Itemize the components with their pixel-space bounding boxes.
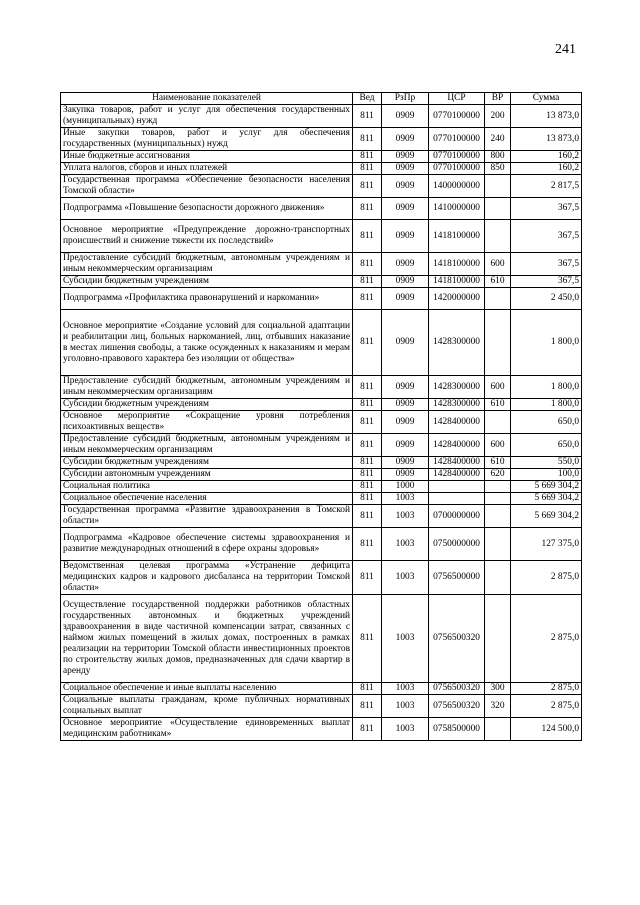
table-header-row bbox=[61, 93, 582, 105]
row-csr: 0756500320 bbox=[429, 595, 485, 683]
row-ved: 811 bbox=[353, 151, 382, 163]
row-csr: 1428400000 bbox=[429, 434, 485, 457]
row-rzpr: 0909 bbox=[382, 220, 429, 253]
row-name: Субсидии бюджетным учреждениям bbox=[61, 276, 353, 288]
row-vr bbox=[485, 718, 511, 741]
row-rzpr: 0909 bbox=[382, 253, 429, 276]
table-row bbox=[61, 288, 582, 310]
row-rzpr: 1003 bbox=[382, 595, 429, 683]
row-ved: 811 bbox=[353, 128, 382, 151]
row-sum: 2 875,0 bbox=[511, 683, 582, 695]
row-ved: 811 bbox=[353, 175, 382, 198]
row-vr: 850 bbox=[485, 163, 511, 175]
row-vr bbox=[485, 595, 511, 683]
table-row bbox=[61, 376, 582, 399]
row-ved: 811 bbox=[353, 399, 382, 411]
row-rzpr: 1003 bbox=[382, 683, 429, 695]
row-rzpr: 1000 bbox=[382, 481, 429, 493]
row-vr: 200 bbox=[485, 105, 511, 128]
header-vr: ВР bbox=[485, 93, 511, 105]
row-name: Социальные выплаты гражданам, кроме публичных нормативных социальных выплат bbox=[61, 695, 353, 718]
table-row bbox=[61, 151, 582, 163]
row-ved: 811 bbox=[353, 528, 382, 561]
row-rzpr: 0909 bbox=[382, 198, 429, 220]
table-row bbox=[61, 718, 582, 741]
table-row bbox=[61, 695, 582, 718]
row-ved: 811 bbox=[353, 220, 382, 253]
row-rzpr: 0909 bbox=[382, 276, 429, 288]
row-vr: 610 bbox=[485, 276, 511, 288]
row-ved: 811 bbox=[353, 376, 382, 399]
row-sum: 367,5 bbox=[511, 253, 582, 276]
row-name: Социальное обеспечение населения bbox=[61, 493, 353, 505]
row-name: Субсидии бюджетным учреждениям bbox=[61, 457, 353, 469]
table-row bbox=[61, 276, 582, 288]
row-ved: 811 bbox=[353, 105, 382, 128]
header-ved: Вед bbox=[353, 93, 382, 105]
row-vr bbox=[485, 561, 511, 595]
row-vr bbox=[485, 175, 511, 198]
row-csr: 1428300000 bbox=[429, 310, 485, 376]
row-rzpr: 0909 bbox=[382, 399, 429, 411]
row-sum: 1 800,0 bbox=[511, 376, 582, 399]
table-row bbox=[61, 198, 582, 220]
row-sum: 13 873,0 bbox=[511, 128, 582, 151]
row-ved: 811 bbox=[353, 683, 382, 695]
row-rzpr: 1003 bbox=[382, 695, 429, 718]
row-sum: 2 450,0 bbox=[511, 288, 582, 310]
row-sum: 124 500,0 bbox=[511, 718, 582, 741]
row-name: Основное мероприятие «Предупреждение дорожно-транспортных происшествий и снижение тяжести их последствий» bbox=[61, 220, 353, 253]
row-ved: 811 bbox=[353, 253, 382, 276]
row-vr bbox=[485, 288, 511, 310]
table-row bbox=[61, 175, 582, 198]
table-row bbox=[61, 561, 582, 595]
row-sum: 2 875,0 bbox=[511, 561, 582, 595]
row-vr: 610 bbox=[485, 399, 511, 411]
row-csr bbox=[429, 493, 485, 505]
row-csr: 1428400000 bbox=[429, 411, 485, 434]
row-csr: 1410000000 bbox=[429, 198, 485, 220]
row-vr bbox=[485, 198, 511, 220]
row-rzpr: 0909 bbox=[382, 288, 429, 310]
row-vr bbox=[485, 528, 511, 561]
row-vr: 620 bbox=[485, 469, 511, 481]
row-vr bbox=[485, 505, 511, 528]
row-rzpr: 1003 bbox=[382, 561, 429, 595]
table-row bbox=[61, 469, 582, 481]
row-sum: 100,0 bbox=[511, 469, 582, 481]
row-name: Ведомственная целевая программа «Устранение дефицита медицинских кадров и кадрового дисбаланса на территории Томской области» bbox=[61, 561, 353, 595]
row-rzpr: 0909 bbox=[382, 411, 429, 434]
row-csr: 0758500000 bbox=[429, 718, 485, 741]
row-vr: 610 bbox=[485, 457, 511, 469]
row-ved: 811 bbox=[353, 505, 382, 528]
row-sum: 367,5 bbox=[511, 220, 582, 253]
row-ved: 811 bbox=[353, 595, 382, 683]
row-csr: 0756500320 bbox=[429, 695, 485, 718]
row-rzpr: 0909 bbox=[382, 469, 429, 481]
row-ved: 811 bbox=[353, 481, 382, 493]
row-csr: 1428300000 bbox=[429, 376, 485, 399]
row-csr: 0756500320 bbox=[429, 683, 485, 695]
row-csr: 1428300000 bbox=[429, 399, 485, 411]
row-ved: 811 bbox=[353, 198, 382, 220]
row-sum: 13 873,0 bbox=[511, 105, 582, 128]
row-name: Основное мероприятие «Осуществление единовременных выплат медицинским работникам» bbox=[61, 718, 353, 741]
row-vr: 800 bbox=[485, 151, 511, 163]
table-row bbox=[61, 595, 582, 683]
row-name: Основное мероприятие «Создание условий для социальной адаптации и реабилитации лиц, больных наркоманией, лиц, отбывших наказание в местах лишения свободы, а также осужденных к наказаниям и мерам уголовно-правового характера без изоляции от общества» bbox=[61, 310, 353, 376]
table-row bbox=[61, 505, 582, 528]
row-vr: 600 bbox=[485, 376, 511, 399]
row-name: Подпрограмма «Повышение безопасности дорожного движения» bbox=[61, 198, 353, 220]
table-row bbox=[61, 310, 582, 376]
row-name: Иные бюджетные ассигнования bbox=[61, 151, 353, 163]
row-name: Государственная программа «Обеспечение безопасности населения Томской области» bbox=[61, 175, 353, 198]
row-vr bbox=[485, 493, 511, 505]
row-ved: 811 bbox=[353, 163, 382, 175]
table-row bbox=[61, 683, 582, 695]
row-csr: 1400000000 bbox=[429, 175, 485, 198]
row-rzpr: 1003 bbox=[382, 493, 429, 505]
row-name: Социальное обеспечение и иные выплаты населению bbox=[61, 683, 353, 695]
row-rzpr: 0909 bbox=[382, 175, 429, 198]
row-ved: 811 bbox=[353, 718, 382, 741]
table-row bbox=[61, 105, 582, 128]
row-csr: 1428400000 bbox=[429, 457, 485, 469]
row-ved: 811 bbox=[353, 434, 382, 457]
row-sum: 367,5 bbox=[511, 276, 582, 288]
row-sum: 127 375,0 bbox=[511, 528, 582, 561]
row-name: Субсидии бюджетным учреждениям bbox=[61, 399, 353, 411]
row-sum: 5 669 304,2 bbox=[511, 481, 582, 493]
row-sum: 2 875,0 bbox=[511, 695, 582, 718]
row-sum: 1 800,0 bbox=[511, 399, 582, 411]
row-name: Закупка товаров, работ и услуг для обеспечения государственных (муниципальных) нужд bbox=[61, 105, 353, 128]
row-csr bbox=[429, 481, 485, 493]
row-vr bbox=[485, 220, 511, 253]
row-vr: 300 bbox=[485, 683, 511, 695]
row-ved: 811 bbox=[353, 310, 382, 376]
table-body bbox=[61, 105, 582, 741]
row-vr: 600 bbox=[485, 253, 511, 276]
row-ved: 811 bbox=[353, 457, 382, 469]
row-sum: 367,5 bbox=[511, 198, 582, 220]
row-sum: 5 669 304,2 bbox=[511, 505, 582, 528]
row-sum: 650,0 bbox=[511, 411, 582, 434]
row-vr: 600 bbox=[485, 434, 511, 457]
table-row bbox=[61, 399, 582, 411]
table-row bbox=[61, 220, 582, 253]
row-ved: 811 bbox=[353, 695, 382, 718]
header-sum: Сумма bbox=[511, 93, 582, 105]
row-vr: 320 bbox=[485, 695, 511, 718]
row-rzpr: 0909 bbox=[382, 457, 429, 469]
row-rzpr: 1003 bbox=[382, 718, 429, 741]
row-sum: 5 669 304,2 bbox=[511, 493, 582, 505]
row-csr: 0770100000 bbox=[429, 105, 485, 128]
header-name: Наименование показателей bbox=[61, 93, 353, 105]
row-sum: 2 875,0 bbox=[511, 595, 582, 683]
row-sum: 2 817,5 bbox=[511, 175, 582, 198]
row-name: Основное мероприятие «Сокращение уровня потребления психоактивных веществ» bbox=[61, 411, 353, 434]
table-row bbox=[61, 481, 582, 493]
row-csr: 0770100000 bbox=[429, 163, 485, 175]
row-rzpr: 0909 bbox=[382, 105, 429, 128]
row-csr: 1418100000 bbox=[429, 276, 485, 288]
row-ved: 811 bbox=[353, 493, 382, 505]
row-ved: 811 bbox=[353, 469, 382, 481]
table-row bbox=[61, 253, 582, 276]
header-csr: ЦСР bbox=[429, 93, 485, 105]
row-name: Субсидии автономным учреждениям bbox=[61, 469, 353, 481]
table-row bbox=[61, 128, 582, 151]
table-row bbox=[61, 493, 582, 505]
row-name: Предоставление субсидий бюджетным, автономным учреждениям и иным некоммерческим организациям bbox=[61, 253, 353, 276]
row-name: Подпрограмма «Профилактика правонарушений и наркомании» bbox=[61, 288, 353, 310]
page-number: 241 bbox=[555, 42, 576, 57]
row-name: Иные закупки товаров, работ и услуг для обеспечения государственных (муниципальных) нужд bbox=[61, 128, 353, 151]
row-csr: 0770100000 bbox=[429, 128, 485, 151]
table-row bbox=[61, 163, 582, 175]
row-name: Предоставление субсидий бюджетным, автономным учреждениям и иным некоммерческим организациям bbox=[61, 376, 353, 399]
row-csr: 0756500000 bbox=[429, 561, 485, 595]
row-sum: 550,0 bbox=[511, 457, 582, 469]
row-csr: 1418100000 bbox=[429, 253, 485, 276]
row-csr: 0770100000 bbox=[429, 151, 485, 163]
row-name: Государственная программа «Развитие здравоохранения в Томской области» bbox=[61, 505, 353, 528]
row-sum: 160,2 bbox=[511, 151, 582, 163]
row-rzpr: 1003 bbox=[382, 528, 429, 561]
row-csr: 0700000000 bbox=[429, 505, 485, 528]
row-ved: 811 bbox=[353, 561, 382, 595]
row-rzpr: 0909 bbox=[382, 128, 429, 151]
row-rzpr: 0909 bbox=[382, 151, 429, 163]
row-sum: 650,0 bbox=[511, 434, 582, 457]
row-vr: 240 bbox=[485, 128, 511, 151]
row-rzpr: 1003 bbox=[382, 505, 429, 528]
row-rzpr: 0909 bbox=[382, 434, 429, 457]
table-row bbox=[61, 457, 582, 469]
row-name: Осуществление государственной поддержки работников областных государственных автономных и бюджетных учреждений здравоохранения в виде частичной компенсации затрат, связанных с наймом жилых помещений в жилых домах, построенных в рамках реализации на территории Томской области инвестиционных проектов по строительству жилых домов, предназначенных для сдачи квартир в аренду bbox=[61, 595, 353, 683]
header-rzpr: РзПр bbox=[382, 93, 429, 105]
row-rzpr: 0909 bbox=[382, 310, 429, 376]
row-csr: 1420000000 bbox=[429, 288, 485, 310]
row-ved: 811 bbox=[353, 411, 382, 434]
table-row bbox=[61, 528, 582, 561]
row-name: Уплата налогов, сборов и иных платежей bbox=[61, 163, 353, 175]
row-vr bbox=[485, 310, 511, 376]
budget-table bbox=[60, 92, 582, 741]
row-sum: 160,2 bbox=[511, 163, 582, 175]
row-name: Предоставление субсидий бюджетным, автономным учреждениям и иным некоммерческим организациям bbox=[61, 434, 353, 457]
table-row bbox=[61, 411, 582, 434]
row-csr: 0750000000 bbox=[429, 528, 485, 561]
row-name: Социальная политика bbox=[61, 481, 353, 493]
row-rzpr: 0909 bbox=[382, 376, 429, 399]
row-rzpr: 0909 bbox=[382, 163, 429, 175]
row-csr: 1428400000 bbox=[429, 469, 485, 481]
row-name: Подпрограмма «Кадровое обеспечение системы здравоохранения и развитие международных отношений в сфере охраны здоровья» bbox=[61, 528, 353, 561]
row-vr bbox=[485, 411, 511, 434]
table-row bbox=[61, 434, 582, 457]
row-sum: 1 800,0 bbox=[511, 310, 582, 376]
row-ved: 811 bbox=[353, 288, 382, 310]
row-ved: 811 bbox=[353, 276, 382, 288]
row-vr bbox=[485, 481, 511, 493]
row-csr: 1418100000 bbox=[429, 220, 485, 253]
